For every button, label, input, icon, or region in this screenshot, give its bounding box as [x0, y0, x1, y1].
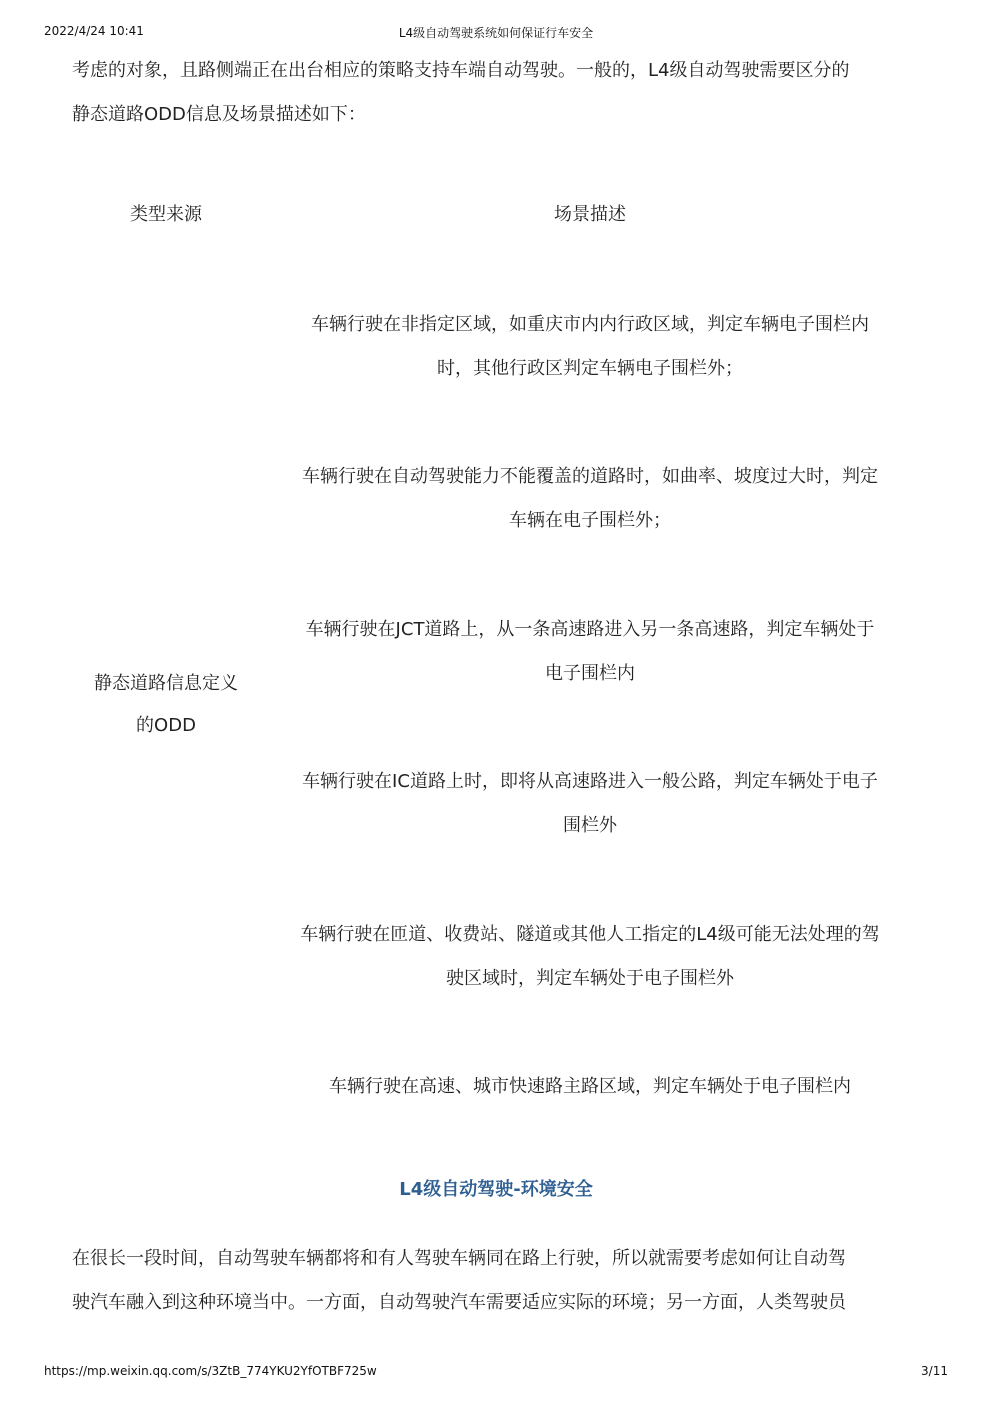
scene-text-line-1: 车辆行驶在非指定区域，如重庆市内内行政区域，判定车辆电子围栏内	[311, 314, 869, 335]
scene-text-line-1: 车辆行驶在自动驾驶能力不能覆盖的道路时，如曲率、坡度过大时，判定	[302, 466, 878, 487]
intro-line-2: 静态道路ODD信息及场景描述如下：	[72, 104, 366, 125]
table-header-scene: 场景描述	[554, 204, 626, 225]
print-timestamp: 2022/4/24 10:41	[44, 24, 144, 38]
page-header-title: L4级自动驾驶系统如何保证行车安全	[398, 26, 594, 40]
page-number: 3/11	[921, 1364, 948, 1378]
scene-text-line-2: 围栏外	[563, 815, 617, 836]
scene-text-line-2: 车辆在电子围栏外；	[509, 510, 671, 531]
intro-line-1: 考虑的对象，且路侧端正在出台相应的策略支持车端自动驾驶。一般的，L4级自动驾驶需要区分的	[72, 60, 850, 81]
table-header-type: 类型来源	[130, 204, 202, 225]
scene-text-line-1: 车辆行驶在JCT道路上，从一条高速路进入另一条高速路，判定车辆处于	[305, 619, 875, 640]
scene-text-line-2: 电子围栏内	[545, 663, 635, 684]
source-url: https://mp.weixin.qq.com/s/3ZtB_774YKU2YfOTBF725w	[44, 1364, 377, 1378]
section-title: L4级自动驾驶-环境安全	[399, 1179, 593, 1200]
body-line-2: 驶汽车融入到这种环境当中。一方面，自动驾驶汽车需要适应实际的环境；另一方面，人类驾驶员	[72, 1292, 846, 1313]
scene-text-line-1: 车辆行驶在高速、城市快速路主路区域，判定车辆处于电子围栏内	[329, 1076, 851, 1097]
type-label-line-1: 静态道路信息定义	[94, 673, 238, 694]
body-line-1: 在很长一段时间，自动驾驶车辆都将和有人驾驶车辆同在路上行驶，所以就需要考虑如何让自动驾	[72, 1248, 846, 1269]
type-label-line-2: 的ODD	[136, 715, 196, 736]
scene-text-line-2: 驶区域时，判定车辆处于电子围栏外	[446, 968, 734, 989]
scene-text-line-1: 车辆行驶在IC道路上时，即将从高速路进入一般公路，判定车辆处于电子	[302, 771, 878, 792]
scene-text-line-2: 时，其他行政区判定车辆电子围栏外；	[437, 358, 743, 379]
scene-text-line-1: 车辆行驶在匝道、收费站、隧道或其他人工指定的L4级可能无法处理的驾	[300, 924, 880, 945]
